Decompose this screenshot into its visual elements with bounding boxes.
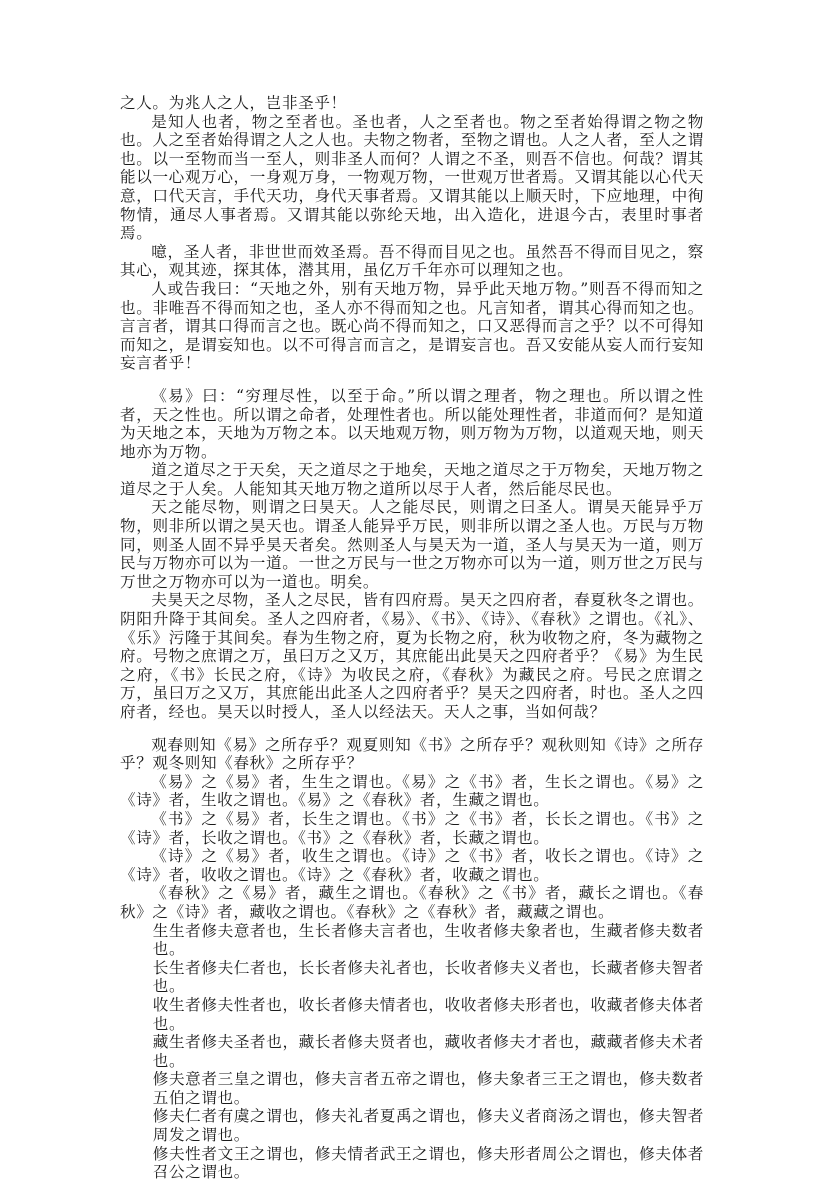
paragraph: 修夫仁者有虞之谓也，修夫礼者夏禹之谓也，修夫义者商汤之谓也，修夫智者周发之谓也。 [152, 1107, 704, 1145]
paragraph: 藏生者修夫圣者也，藏长者修夫贤者也，藏收者修夫才者也，藏藏者修夫术者也。 [152, 1033, 704, 1070]
section-1 [120, 94, 704, 373]
section-gap [120, 722, 704, 736]
paragraph: 之人。为兆人之人，岂非圣乎！ [120, 94, 347, 112]
section-2 [120, 387, 704, 722]
paragraph: 噫，圣人者，非世世而效圣焉。吾不得而目见之也。虽然吾不得而目见之，察其心，观其迹，探其体，潜其用，虽亿万千年亦可以理知之也。 [120, 242, 704, 280]
paragraph: 《诗》之《易》者，收生之谓也。《诗》之《书》者，收长之谓也。《诗》之《诗》者，收收之谓也。《诗》之《春秋》者，收藏之谓也。 [120, 847, 704, 884]
paragraph: 收生者修夫性者也，收长者修夫情者也，收收者修夫形者也，收藏者修夫体者也。 [152, 995, 704, 1033]
section-gap [120, 373, 704, 387]
paragraph: 是知人也者，物之至者也。圣也者，人之至者也。物之至者始得谓之物之物也。人之至者始得谓之人之人也。夫物之物者，至物之谓也。人之人者，至人之谓也。以一至物而当一至人，则非圣人而何？人谓之不圣，则吾不信也。何哉？谓其能以一心观万心，一身观万身，一物观万物，一世观万世者焉。又谓其能以心代天意，口代天言，手代天功，身代天事者焉。又谓其能以上顺天时，下应地理，中徇物情，通尽人事者焉。又谓其能以弥纶天地，出入造化，进退今古，表里时事者焉。 [120, 112, 704, 243]
paragraph: 人或告我曰：“天地之外，别有天地万物，异乎此天地万物。”则吾不得而知之也。非唯吾不得而知之也，圣人亦不得而知之也。凡言知者，谓其心得而知之也。言言者，谓其口得而言之也。既心尚不得而知之，口又恶得而言之乎？以不可得知而知之，是谓妄知也。以不可得言而言之，是谓妄言也。吾又安能从妄人而行妄知妄言者乎！ [120, 279, 704, 373]
paragraph: 长生者修夫仁者也，长长者修夫礼者也，长收者修夫义者也，长藏者修夫智者也。 [152, 958, 704, 996]
paragraph: 《春秋》之《易》者，藏生之谓也。《春秋》之《书》者，藏长之谓也。《春秋》之《诗》者，藏收之谓也。《春秋》之《春秋》者，藏藏之谓也。 [120, 884, 704, 921]
paragraph: 夫昊天之尽物，圣人之尽民，皆有四府焉。昊天之四府者，春夏秋冬之谓也。阴阳升降于其间矣。圣人之四府者，《易》、《书》、《诗》、《春秋》之谓也。《礼》、《乐》污隆于其间矣。春为生物之府，夏为长物之府，秋为收物之府，冬为藏物之府。号物之庶谓之万，虽曰万之又万，其庶能出此昊天之四府者乎？《易》为生民之府，《书》长民之府，《诗》为收民之府，《春秋》为藏民之府。号民之庶谓之万，虽曰万之又万，其庶能出此圣人之四府者乎？昊天之四府者，时也。圣人之四府者，经也。昊天以时授人，圣人以经法天。天人之事，当如何哉？ [120, 591, 704, 721]
paragraph: 观春则知《易》之所存乎？观夏则知《书》之所存乎？观秋则知《诗》之所存乎？观冬则知《春秋》之所存乎？ [120, 735, 704, 773]
paragraph: 修夫意者三皇之谓也，修夫言者五帝之谓也，修夫象者三王之谓也，修夫数者五伯之谓也。 [152, 1070, 704, 1107]
paragraph: 生生者修夫意者也，生长者修夫言者也，生收者修夫象者也，生藏者修夫数者也。 [152, 921, 704, 959]
paragraph: 《易》曰：“穷理尽性，以至于命。”所以谓之理者，物之理也。所以谓之性者，天之性也。所以谓之命者，处理性者也。所以能处理性者，非道而何？是知道为天地之本，天地为万物之本。以天地观万物，则万物为万物，以道观天地，则天地亦为万物。 [120, 386, 704, 461]
paragraph: 《易》之《易》者，生生之谓也。《易》之《书》者，生长之谓也。《易》之《诗》者，生收之谓也。《易》之《春秋》者，生藏之谓也。 [120, 772, 704, 810]
paragraph: 天之能尽物，则谓之曰昊天。人之能尽民，则谓之曰圣人。谓昊天能异乎万物，则非所以谓之昊天也。谓圣人能异乎万民，则非所以谓之圣人也。万民与万物同，则圣人固不异乎昊天者矣。然则圣人与昊天为一道，圣人与昊天为一道，则万民与万物亦可以为一道。一世之万民与一世之万物亦可以为一道，则万世之万民与万世之万物亦可以为一道也。明矣。 [120, 498, 704, 591]
paragraph: 《书》之《易》者，长生之谓也。《书》之《书》者，长长之谓也。《书》之《诗》者，长收之谓也。《书》之《春秋》者，长藏之谓也。 [120, 809, 704, 847]
paragraph: 道之道尽之于天矣，天之道尽之于地矣，天地之道尽之于万物矣，天地万物之道尽之于人矣。人能知其天地万物之道所以尽于人者，然后能尽民也。 [120, 461, 704, 498]
paragraph: 修夫性者文王之谓也，修夫情者武王之谓也，修夫形者周公之谓也，修夫体者召公之谓也。 [152, 1144, 704, 1182]
section-3 [120, 736, 704, 1182]
document-page [120, 94, 704, 1182]
